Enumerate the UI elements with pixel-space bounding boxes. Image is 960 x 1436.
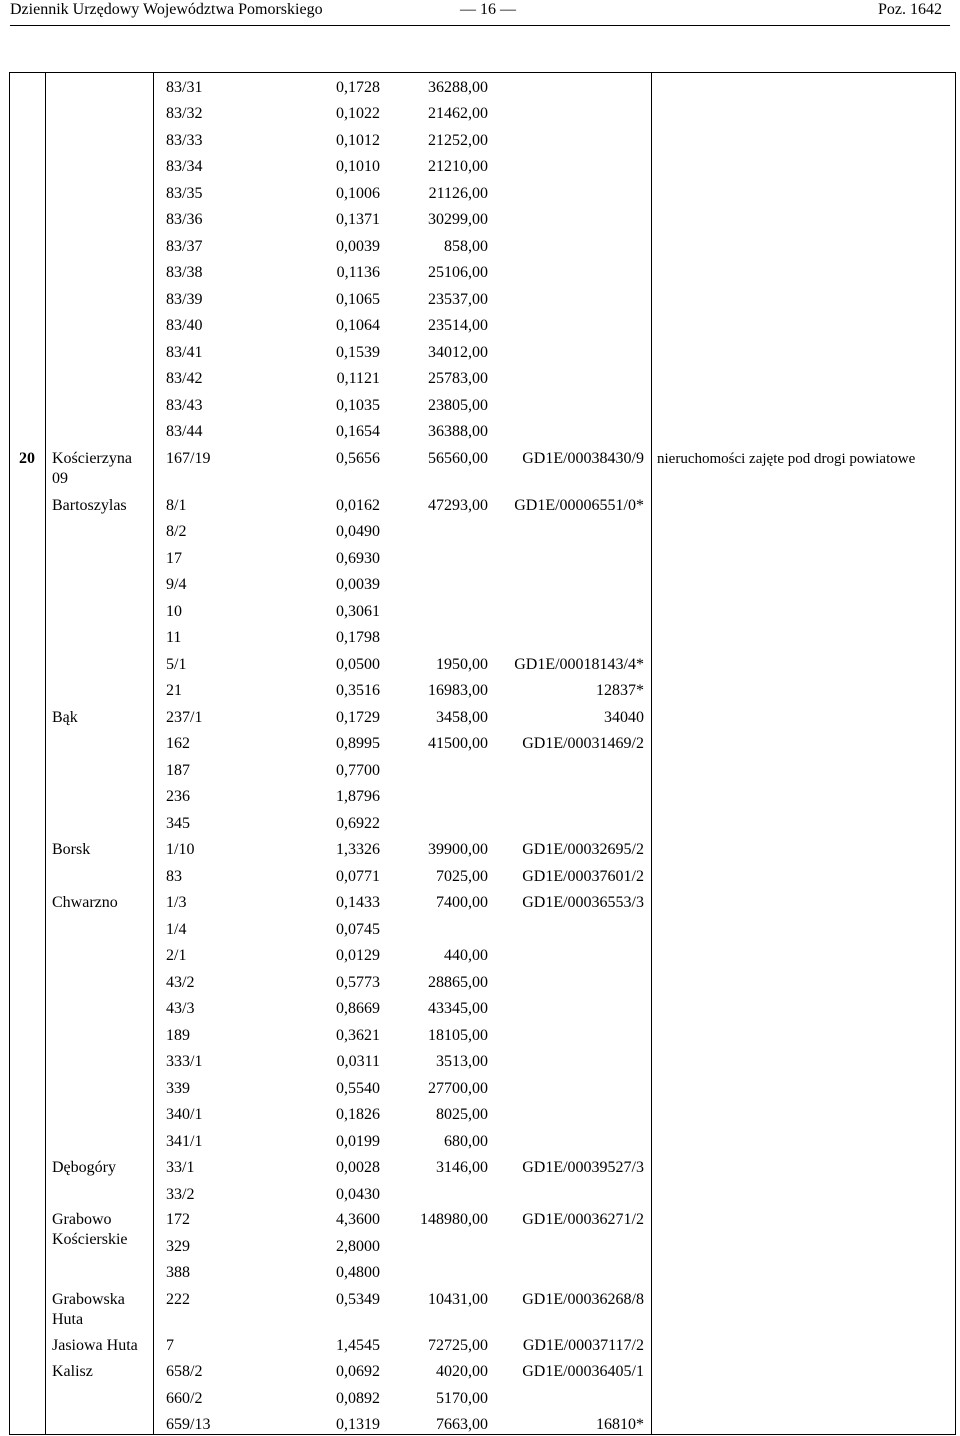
item-number: 20 <box>19 450 35 467</box>
parcel-number: 43/2 <box>166 974 195 991</box>
compensation-amount: 36288,00 <box>428 79 488 96</box>
parcel-area: 0,0745 <box>336 921 380 938</box>
parcel-area: 0,7700 <box>336 762 380 779</box>
locality-line: Dębogóry <box>52 1159 116 1176</box>
land-register-number: GD1E/00038430/9 <box>522 450 644 467</box>
parcel-area: 1,4545 <box>336 1337 380 1354</box>
parcel-number: 83/35 <box>166 185 203 202</box>
parcel-area: 0,0500 <box>336 656 380 673</box>
parcel-number: 222 <box>166 1291 190 1308</box>
compensation-amount: 18105,00 <box>428 1027 488 1044</box>
compensation-amount: 21252,00 <box>428 132 488 149</box>
land-register-number: GD1E/00037117/2 <box>522 1337 644 1354</box>
parcel-number: 660/2 <box>166 1390 203 1407</box>
parcel-area: 0,1728 <box>336 79 380 96</box>
parcel-area: 0,1035 <box>336 397 380 414</box>
parcel-area: 0,1064 <box>336 317 380 334</box>
parcel-area: 0,8669 <box>336 1000 380 1017</box>
compensation-amount: 10431,00 <box>428 1291 488 1308</box>
parcel-number: 83/37 <box>166 238 203 255</box>
parcel-area: 0,0039 <box>336 238 380 255</box>
parcel-number: 33/1 <box>166 1159 195 1176</box>
compensation-amount: 148980,00 <box>420 1211 488 1228</box>
parcel-area: 0,1065 <box>336 291 380 308</box>
locality-line: 09 <box>52 470 68 487</box>
parcel-number: 187 <box>166 762 190 779</box>
page-number: — 16 — <box>460 1 516 18</box>
compensation-amount: 72725,00 <box>428 1337 488 1354</box>
compensation-amount: 858,00 <box>444 238 488 255</box>
compensation-amount: 23537,00 <box>428 291 488 308</box>
parcel-number: 329 <box>166 1238 190 1255</box>
parcel-area: 0,0028 <box>336 1159 380 1176</box>
land-register-number: GD1E/00036405/1 <box>522 1363 644 1380</box>
parcel-area: 1,3326 <box>336 841 380 858</box>
parcel-number: 345 <box>166 815 190 832</box>
parcel-number: 339 <box>166 1080 190 1097</box>
parcel-area: 0,0199 <box>336 1133 380 1150</box>
compensation-amount: 56560,00 <box>428 450 488 467</box>
compensation-amount: 440,00 <box>444 947 488 964</box>
parcel-number: 8/1 <box>166 497 187 514</box>
locality-line: Huta <box>52 1311 84 1328</box>
parcel-number: 5/1 <box>166 656 187 673</box>
parcel-area: 0,3621 <box>336 1027 380 1044</box>
parcel-area: 0,4800 <box>336 1264 380 1281</box>
parcel-number: 83/42 <box>166 370 203 387</box>
parcel-number: 83/31 <box>166 79 203 96</box>
parcel-number: 83/32 <box>166 105 203 122</box>
compensation-amount: 23805,00 <box>428 397 488 414</box>
compensation-amount: 47293,00 <box>428 497 488 514</box>
parcel-area: 0,0311 <box>336 1053 380 1070</box>
parcel-number: 333/1 <box>166 1053 203 1070</box>
compensation-amount: 3458,00 <box>436 709 488 726</box>
parcel-number: 659/13 <box>166 1416 211 1433</box>
parcel-number: 172 <box>166 1211 190 1228</box>
parcel-area: 0,1006 <box>336 185 380 202</box>
parcel-area: 0,0430 <box>336 1186 380 1203</box>
compensation-amount: 7400,00 <box>436 894 488 911</box>
page-header <box>10 0 950 24</box>
land-register-number: GD1E/00037601/2 <box>522 868 644 885</box>
parcel-area: 0,5773 <box>336 974 380 991</box>
parcel-area: 0,1798 <box>336 629 380 646</box>
compensation-amount: 23514,00 <box>428 317 488 334</box>
parcel-number: 1/10 <box>166 841 195 858</box>
land-register-number: GD1E/00036271/2 <box>522 1211 644 1228</box>
compensation-amount: 16983,00 <box>428 682 488 699</box>
compensation-amount: 21210,00 <box>428 158 488 175</box>
parcel-area: 0,0892 <box>336 1390 380 1407</box>
parcel-number: 388 <box>166 1264 190 1281</box>
parcel-number: 83 <box>166 868 182 885</box>
parcel-area: 0,1010 <box>336 158 380 175</box>
compensation-amount: 3146,00 <box>436 1159 488 1176</box>
parcel-area: 0,8995 <box>336 735 380 752</box>
compensation-amount: 43345,00 <box>428 1000 488 1017</box>
compensation-amount: 25783,00 <box>428 370 488 387</box>
land-register-number: GD1E/00039527/3 <box>522 1159 644 1176</box>
parcel-number: 43/3 <box>166 1000 195 1017</box>
parcel-number: 21 <box>166 682 182 699</box>
parcel-area: 0,1539 <box>336 344 380 361</box>
locality-line: Bąk <box>52 709 78 726</box>
parcel-number: 236 <box>166 788 190 805</box>
land-register-number: 16810* <box>596 1416 644 1433</box>
parcel-area: 1,8796 <box>336 788 380 805</box>
journal-title: Dziennik Urzędowy Województwa Pomorskiego <box>10 1 323 18</box>
land-register-number: GD1E/00018143/4* <box>514 656 644 673</box>
parcel-number: 83/41 <box>166 344 203 361</box>
compensation-amount: 41500,00 <box>428 735 488 752</box>
remarks: nieruchomości zajęte pod drogi powiatowe <box>657 451 916 467</box>
parcel-area: 0,0129 <box>336 947 380 964</box>
header-divider <box>10 25 950 26</box>
compensation-amount: 7025,00 <box>436 868 488 885</box>
locality <box>52 1336 138 1356</box>
parcel-area: 0,1022 <box>336 105 380 122</box>
parcel-number: 1/3 <box>166 894 187 911</box>
parcel-number: 83/33 <box>166 132 203 149</box>
parcel-area: 0,0039 <box>336 576 380 593</box>
compensation-amount: 680,00 <box>444 1133 488 1150</box>
parcel-area: 0,1371 <box>336 211 380 228</box>
locality-line: Kalisz <box>52 1363 93 1380</box>
parcel-number: 658/2 <box>166 1363 203 1380</box>
land-register-number: GD1E/00036553/3 <box>522 894 644 911</box>
compensation-amount: 36388,00 <box>428 423 488 440</box>
parcel-area: 0,3061 <box>336 603 380 620</box>
locality-line: Borsk <box>52 841 91 858</box>
locality-line: Grabowo <box>52 1211 112 1228</box>
land-register-number: 12837* <box>596 682 644 699</box>
parcel-number: 340/1 <box>166 1106 203 1123</box>
parcel-number: 83/44 <box>166 423 203 440</box>
compensation-amount: 25106,00 <box>428 264 488 281</box>
land-register-number: GD1E/00031469/2 <box>522 735 644 752</box>
compensation-amount: 8025,00 <box>436 1106 488 1123</box>
parcel-number: 9/4 <box>166 576 187 593</box>
parcel-area: 0,1136 <box>336 264 380 281</box>
parcel-area: 0,1121 <box>336 370 380 387</box>
parcel-area: 0,1012 <box>336 132 380 149</box>
parcel-area: 0,5349 <box>336 1291 380 1308</box>
locality <box>52 893 118 913</box>
parcel-area: 0,0162 <box>336 497 380 514</box>
compensation-amount: 39900,00 <box>428 841 488 858</box>
locality <box>52 1210 128 1250</box>
column-divider <box>153 72 154 1435</box>
parcel-area: 0,1826 <box>336 1106 380 1123</box>
compensation-amount: 1950,00 <box>436 656 488 673</box>
locality-line: Chwarzno <box>52 894 118 911</box>
parcel-number: 83/34 <box>166 158 203 175</box>
locality <box>52 449 132 489</box>
land-register-number: GD1E/00006551/0* <box>514 497 644 514</box>
land-register-number: 34040 <box>604 709 644 726</box>
position-number: Poz. 1642 <box>878 1 942 18</box>
parcel-number: 17 <box>166 550 182 567</box>
parcel-number: 2/1 <box>166 947 187 964</box>
locality-line: Bartoszylas <box>52 497 127 514</box>
parcel-area: 0,1654 <box>336 423 380 440</box>
parcel-number: 83/40 <box>166 317 203 334</box>
parcel-number: 83/36 <box>166 211 203 228</box>
compensation-amount: 28865,00 <box>428 974 488 991</box>
locality <box>52 708 78 728</box>
compensation-amount: 27700,00 <box>428 1080 488 1097</box>
parcel-number: 167/19 <box>166 450 211 467</box>
parcel-number: 7 <box>166 1337 174 1354</box>
compensation-amount: 7663,00 <box>436 1416 488 1433</box>
parcel-area: 0,3516 <box>336 682 380 699</box>
locality-line: Kościerskie <box>52 1231 128 1248</box>
parcel-area: 0,0771 <box>336 868 380 885</box>
parcel-number: 83/43 <box>166 397 203 414</box>
parcel-area: 4,3600 <box>336 1211 380 1228</box>
locality <box>52 840 90 860</box>
parcel-area: 0,5656 <box>336 450 380 467</box>
parcel-number: 11 <box>166 629 182 646</box>
parcel-area: 0,1319 <box>336 1416 380 1433</box>
parcel-area: 0,5540 <box>336 1080 380 1097</box>
parcel-number: 189 <box>166 1027 190 1044</box>
parcel-number: 83/38 <box>166 264 203 281</box>
parcel-area: 0,1433 <box>336 894 380 911</box>
compensation-amount: 3513,00 <box>436 1053 488 1070</box>
column-divider <box>45 72 46 1435</box>
parcel-number: 10 <box>166 603 182 620</box>
parcel-number: 237/1 <box>166 709 203 726</box>
parcel-number: 8/2 <box>166 523 187 540</box>
compensation-amount: 5170,00 <box>436 1390 488 1407</box>
land-register-number: GD1E/00032695/2 <box>522 841 644 858</box>
compensation-amount: 30299,00 <box>428 211 488 228</box>
column-divider <box>651 72 652 1435</box>
parcel-area: 0,0490 <box>336 523 380 540</box>
locality <box>52 1290 125 1330</box>
parcel-number: 341/1 <box>166 1133 203 1150</box>
locality <box>52 1158 116 1178</box>
parcel-area: 0,6930 <box>336 550 380 567</box>
parcel-area: 0,1729 <box>336 709 380 726</box>
land-register-number: GD1E/00036268/8 <box>522 1291 644 1308</box>
parcel-number: 162 <box>166 735 190 752</box>
parcel-number: 33/2 <box>166 1186 195 1203</box>
parcel-number: 1/4 <box>166 921 187 938</box>
locality <box>52 1362 93 1382</box>
compensation-amount: 4020,00 <box>436 1363 488 1380</box>
compensation-amount: 21462,00 <box>428 105 488 122</box>
parcel-number: 83/39 <box>166 291 203 308</box>
locality-line: Jasiowa Huta <box>52 1337 138 1354</box>
parcel-area: 0,6922 <box>336 815 380 832</box>
compensation-amount: 34012,00 <box>428 344 488 361</box>
parcel-area: 2,8000 <box>336 1238 380 1255</box>
compensation-amount: 21126,00 <box>428 185 488 202</box>
locality-line: Grabowska <box>52 1291 125 1308</box>
locality-line: Kościerzyna <box>52 450 132 467</box>
locality <box>52 496 127 516</box>
parcel-area: 0,0692 <box>336 1363 380 1380</box>
